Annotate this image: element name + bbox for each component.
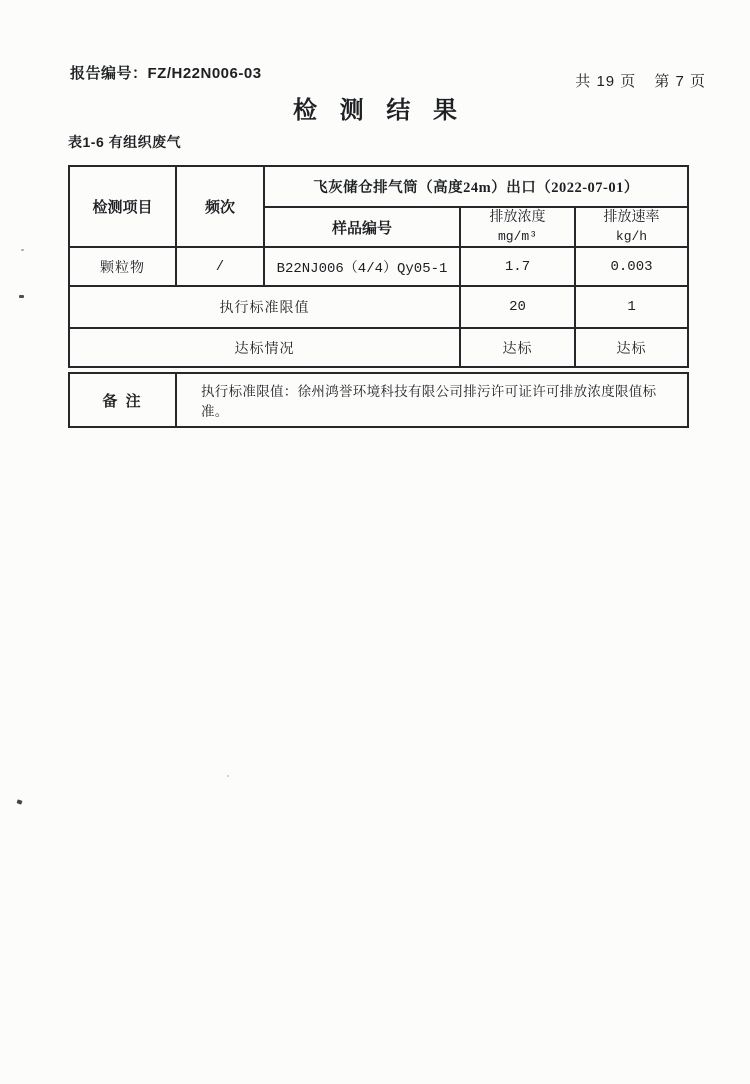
- cell-item: 颗粒物: [69, 247, 176, 286]
- scan-speck: [19, 295, 24, 298]
- col-header-source: 飞灰储仓排气筒（高度24m）出口（2022-07-01）: [264, 166, 688, 207]
- col-header-item: 检测项目: [69, 166, 176, 247]
- col-header-frequency: 频次: [176, 166, 264, 247]
- table-row-remarks: [69, 373, 688, 427]
- table-row-limit: [69, 286, 688, 328]
- pagination: [575, 70, 706, 91]
- concentration-unit: mg/m³: [497, 228, 537, 244]
- table-row-particulate: [69, 247, 688, 286]
- cell-concentration: 1.7: [460, 247, 575, 286]
- concentration-label: 排放浓度: [489, 209, 546, 225]
- remarks-text: 执行标准限值：徐州鸿誉环境科技有限公司排污许可证许可排放浓度限值标准。: [176, 373, 688, 427]
- compliance-rate: 达标: [575, 328, 688, 367]
- remarks-label: 备 注: [69, 373, 176, 427]
- limit-concentration: 20: [460, 286, 575, 328]
- results-table-container: [68, 165, 687, 428]
- report-number: 报告编号：FZ/H22N006-03: [70, 65, 262, 82]
- scan-speck: [227, 775, 229, 777]
- col-header-concentration: [460, 207, 575, 247]
- scan-speck: [16, 799, 22, 804]
- results-table: [68, 165, 689, 368]
- cell-rate: 0.003: [575, 247, 688, 286]
- table-caption: 表1-6 有组织废气: [68, 134, 182, 150]
- limit-rate: 1: [575, 286, 688, 328]
- page-total: 共 19 页: [575, 73, 637, 90]
- rate-label: 排放速率: [603, 209, 660, 225]
- compliance-concentration: 达标: [460, 328, 575, 367]
- scan-speck: [21, 249, 24, 251]
- rate-unit: kg/h: [615, 228, 648, 244]
- compliance-label: 达标情况: [69, 328, 460, 367]
- col-header-sample-no: 样品编号: [264, 207, 460, 247]
- limit-label: 执行标准限值: [69, 286, 460, 328]
- page-current: 第 7 页: [654, 73, 706, 90]
- cell-frequency: /: [176, 247, 264, 286]
- table-row-compliance: [69, 328, 688, 367]
- page-title: 检 测 结 果: [292, 97, 465, 124]
- col-header-rate: [575, 207, 688, 247]
- cell-sample-no: B22NJ006（4/4）Qy05-1: [264, 247, 460, 286]
- remarks-table: [68, 372, 689, 428]
